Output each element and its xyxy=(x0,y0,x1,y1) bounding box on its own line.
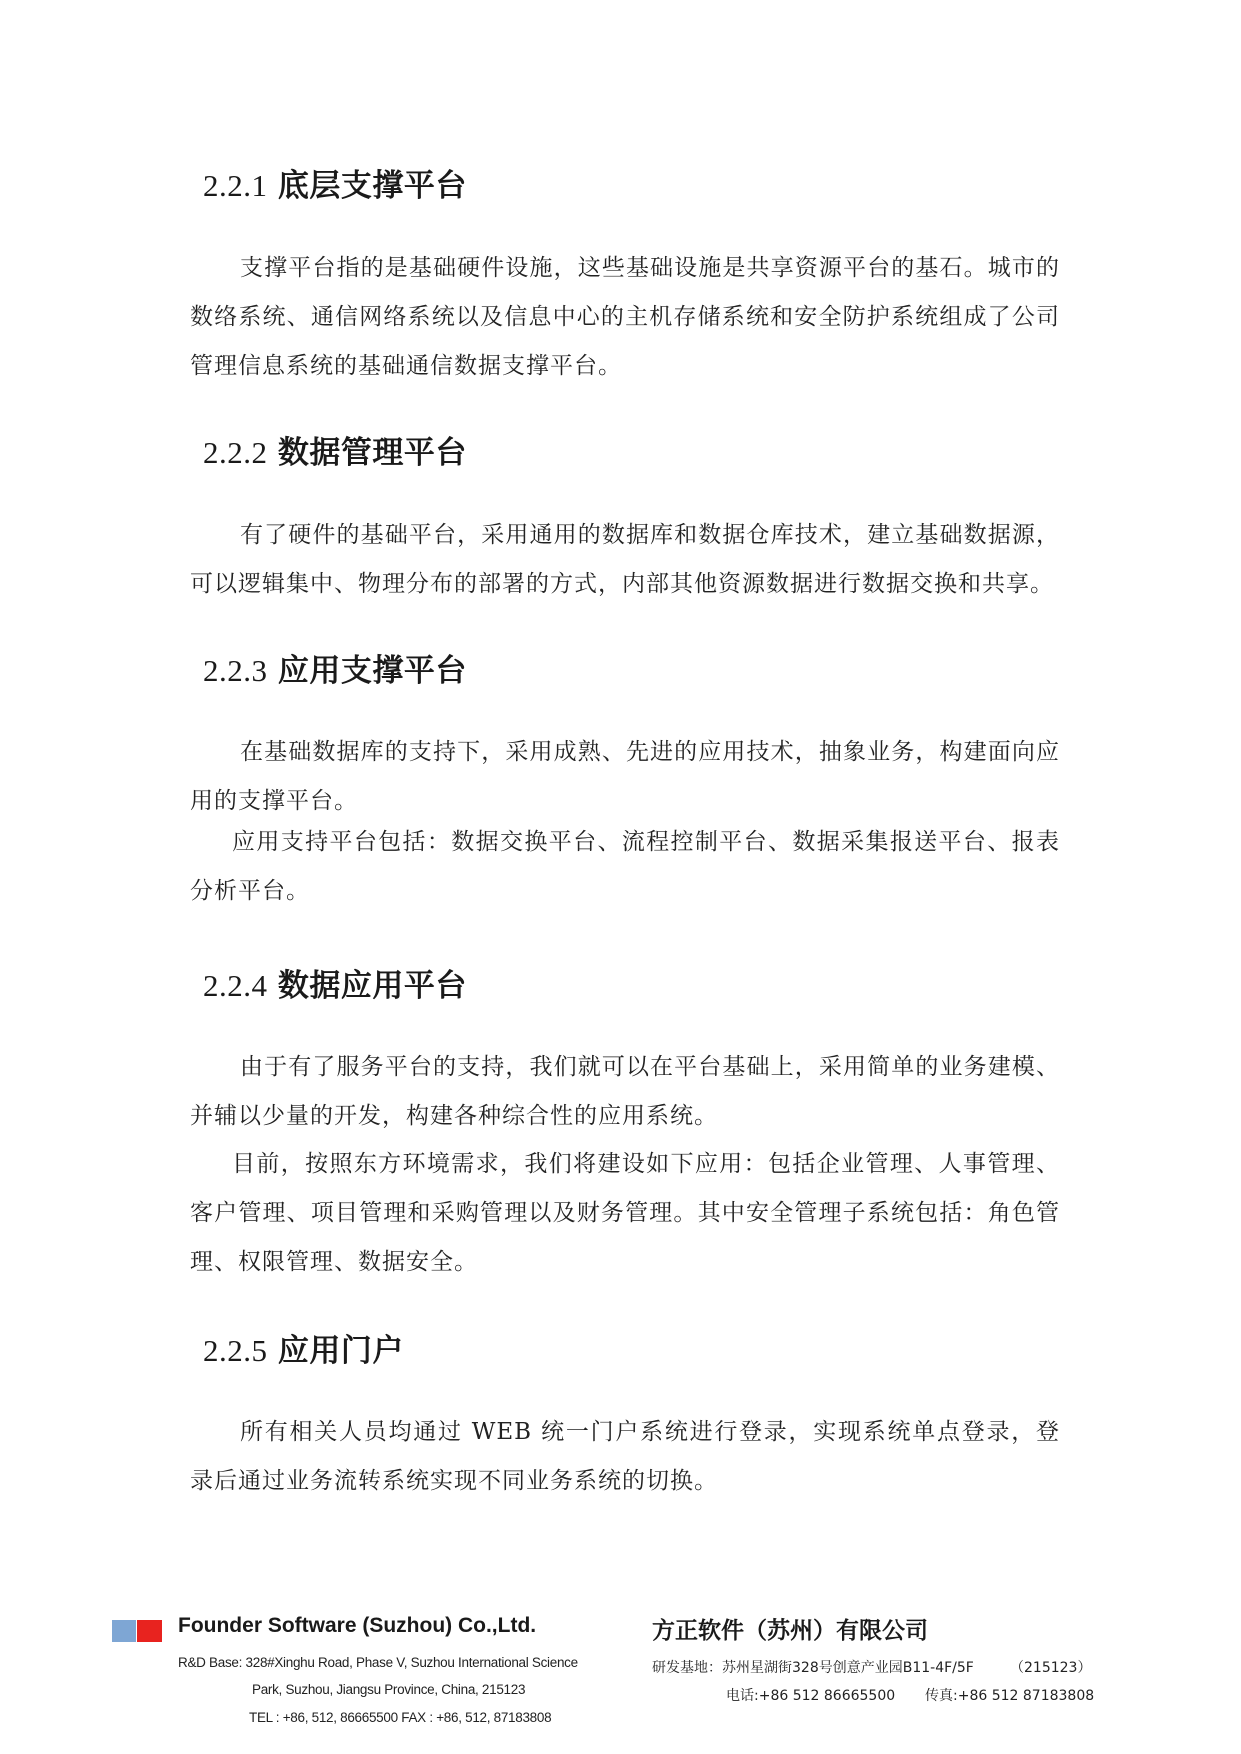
section-paragraph: 应用支持平台包括：数据交换平台、流程控制平台、数据采集报送平台、报表分析平台。 xyxy=(190,829,1060,904)
logo-blue-block xyxy=(112,1620,136,1642)
address-en-line-1: R&D Base: 328#Xinghu Road, Phase V, Suzhou International Science xyxy=(178,1655,578,1670)
company-name-en: Founder Software (Suzhou) Co.,Ltd. xyxy=(178,1614,537,1637)
tel-cn: 电话:+86 512 86665500 xyxy=(726,1688,896,1704)
section-paragraph: 所有相关人员均通过 WEB 统一门户系统进行登录，实现系统单点登录，登录后通过业务流转系统实现不同业务系统的切换。 xyxy=(190,1419,1060,1494)
section-title: 数据管理平台 xyxy=(277,435,467,471)
section-number: 2.2.5 xyxy=(203,1333,268,1368)
section-title: 应用门户 xyxy=(277,1333,404,1369)
section-title: 底层支撑平台 xyxy=(277,168,467,204)
section-paragraph: 在基础数据库的支持下，采用成熟、先进的应用技术，抽象业务，构建面向应用的支撑平台。 xyxy=(190,739,1060,814)
postcode-cn: （215123） xyxy=(1010,1660,1092,1676)
section-paragraph: 目前，按照东方环境需求，我们将建设如下应用：包括企业管理、人事管理、客户管理、项目管理和采购管理以及财务管理。其中安全管理子系统包括：角色管理、权限管理、数据安全。 xyxy=(190,1151,1060,1275)
section-paragraph: 支撑平台指的是基础硬件设施，这些基础设施是共享资源平台的基石。城市的数络系统、通信网络系统以及信息中心的主机存储系统和安全防护系统组成了公司管理信息系统的基础通信数据支撑平台。 xyxy=(190,255,1060,379)
page-footer xyxy=(0,1610,1241,1754)
section-heading-2-2-1 xyxy=(203,160,467,205)
founder-logo-icon xyxy=(112,1620,162,1642)
section-title: 数据应用平台 xyxy=(277,968,467,1004)
section-title: 应用支撑平台 xyxy=(277,653,467,689)
section-paragraph: 有了硬件的基础平台，采用通用的数据库和数据仓库技术，建立基础数据源，可以逻辑集中、物理分布的部署的方式，内部其他资源数据进行数据交换和共享。 xyxy=(190,522,1060,597)
address-cn: 研发基地：苏州星湖街328号创意产业园B11-4F/5F xyxy=(652,1660,974,1676)
section-heading-2-2-4 xyxy=(203,960,467,1005)
company-name-cn: 方正软件（苏州）有限公司 xyxy=(652,1618,928,1644)
section-heading-2-2-5 xyxy=(203,1325,404,1370)
section-number: 2.2.1 xyxy=(203,168,268,203)
section-number: 2.2.3 xyxy=(203,653,268,688)
section-heading-2-2-2 xyxy=(203,427,467,472)
section-number: 2.2.2 xyxy=(203,435,268,470)
logo-red-block xyxy=(137,1620,162,1642)
section-heading-2-2-3 xyxy=(203,645,467,690)
contact-en: TEL : +86, 512, 86665500 FAX : +86, 512, 87183808 xyxy=(249,1710,552,1725)
section-number: 2.2.4 xyxy=(203,968,268,1003)
section-paragraph: 由于有了服务平台的支持，我们就可以在平台基础上，采用简单的业务建模、并辅以少量的开发，构建各种综合性的应用系统。 xyxy=(190,1054,1060,1129)
fax-cn: 传真:+86 512 87183808 xyxy=(925,1688,1095,1704)
address-en-line-2: Park, Suzhou, Jiangsu Province, China, 215123 xyxy=(252,1682,526,1697)
